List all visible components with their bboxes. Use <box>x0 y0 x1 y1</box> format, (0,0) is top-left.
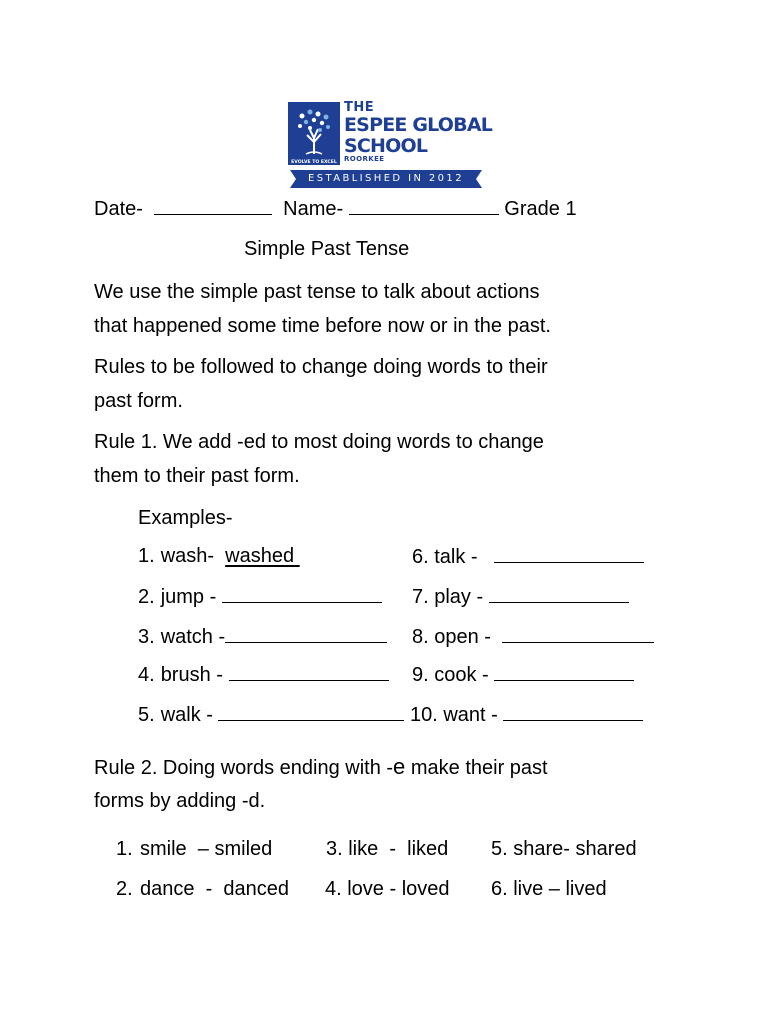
rule2-line-2: forms by adding -d. <box>94 790 266 812</box>
date-label: Date- <box>94 198 143 220</box>
example-word: jump - <box>160 586 217 608</box>
rule2-text-a: Rule 2. Doing words ending with - <box>94 757 394 779</box>
svg-text:EVOLVE TO EXCEL: EVOLVE TO EXCEL <box>291 160 337 165</box>
answer-blank[interactable] <box>494 662 634 681</box>
rule2-row-2-col3: 6. live – lived <box>491 878 607 900</box>
example-row <box>138 624 387 649</box>
example-number: 2. <box>138 586 155 608</box>
school-logo <box>286 100 493 190</box>
example-row <box>138 584 382 609</box>
answer-blank[interactable] <box>218 702 404 721</box>
example-row <box>412 544 644 569</box>
date-blank[interactable] <box>154 196 272 215</box>
example-word: 7. play - <box>412 586 484 608</box>
logo-the-text: THE <box>344 100 375 115</box>
example-word: 9. cook - <box>412 664 489 686</box>
header-line <box>94 196 577 221</box>
example-word: 6. talk - <box>412 546 478 568</box>
example-row <box>138 702 404 727</box>
tree-emblem-icon <box>288 102 340 165</box>
example-word: walk - <box>160 704 213 726</box>
rule2-row-1-col2: 3. like - liked <box>326 838 449 860</box>
rule2-row-1-col3: 5. share- shared <box>491 838 637 860</box>
name-label: Name- <box>283 198 344 220</box>
answer-blank[interactable] <box>502 624 654 643</box>
page-title: Simple Past Tense <box>244 238 410 260</box>
example-word: 8. open - <box>412 626 491 648</box>
rule2-row-1-col1: smile – smiled <box>140 838 273 860</box>
answer-blank[interactable] <box>225 624 387 643</box>
established-banner <box>290 170 482 188</box>
rule2-letter-e: e <box>393 754 406 779</box>
rule2-row-2-col1: dance - danced <box>140 878 289 900</box>
answer-blank[interactable] <box>503 702 643 721</box>
example-number: 3. <box>138 626 155 648</box>
example-answer: washed <box>225 545 295 567</box>
example-number: 5. <box>138 704 155 726</box>
rule1-line-1: Rule 1. We add -ed to most doing words to change <box>94 431 544 453</box>
example-row <box>412 624 654 649</box>
example-row <box>138 544 300 568</box>
example-row <box>412 584 629 609</box>
example-number: 1. <box>138 545 155 567</box>
examples-label: Examples- <box>138 507 233 529</box>
example-word: wash- <box>160 545 215 567</box>
intro-line-1: We use the simple past tense to talk about actions <box>94 281 540 303</box>
rule1-line-2: them to their past form. <box>94 465 300 487</box>
answer-blank[interactable] <box>222 584 382 603</box>
example-row <box>410 702 643 727</box>
example-word: watch - <box>160 626 226 648</box>
example-row <box>412 662 634 687</box>
rule2-row-2-num: 2. <box>116 878 133 900</box>
answer-blank[interactable] <box>489 584 629 603</box>
example-word: brush - <box>160 664 223 686</box>
rule2-text-b: make their past <box>405 757 548 779</box>
rule2-row-2-col2: 4. love - loved <box>325 878 450 900</box>
answer-blank[interactable] <box>229 662 389 681</box>
rule2-line-1 <box>94 755 548 780</box>
logo-name-line2: SCHOOL <box>344 135 428 157</box>
established-text: ESTABLISHED IN 2012 <box>308 173 464 184</box>
answer-blank[interactable] <box>494 544 644 563</box>
grade-label: Grade 1 <box>504 198 577 220</box>
example-word: 10. want - <box>410 704 498 726</box>
rules-intro-line-2: past form. <box>94 390 183 412</box>
name-blank[interactable] <box>349 196 499 215</box>
example-number: 4. <box>138 664 155 686</box>
logo-location: ROORKEE <box>344 155 385 163</box>
rule2-row-1-num: 1. <box>116 838 133 860</box>
intro-line-2: that happened some time before now or in the past. <box>94 315 551 337</box>
example-row <box>138 662 389 687</box>
logo-name-line1: ESPEE GLOBAL <box>344 114 493 136</box>
rules-intro-line-1: Rules to be followed to change doing words to their <box>94 356 548 378</box>
